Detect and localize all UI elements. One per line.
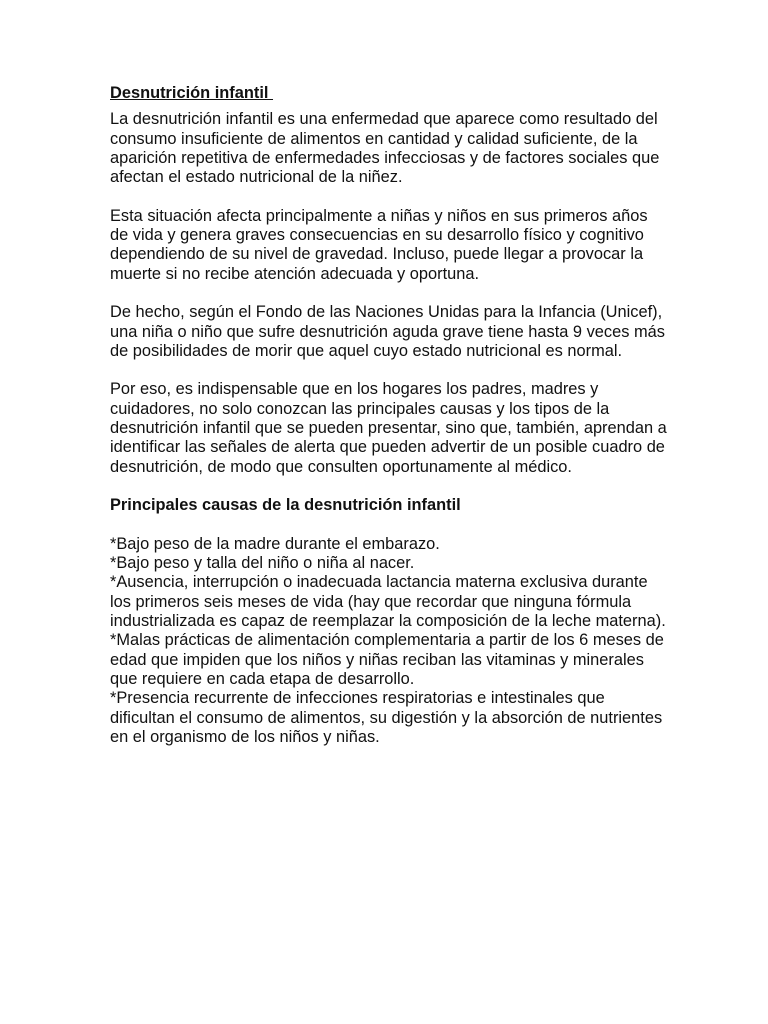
list-item: *Presencia recurrente de infecciones respiratorias e intestinales que dificultan el consumo de alimentos, su digestión y la absorción de nutrientes en el organismo de los niños y niñas. [110, 689, 663, 746]
list-item: *Ausencia, interrupción o inadecuada lactancia materna exclusiva durante los primeros seis meses de vida (hay que recordar que ninguna fórmula industrializada es capaz de reemplazar la composición de la leche materna). [110, 573, 666, 631]
document-page [110, 84, 670, 747]
paragraph-unicef: De hecho, según el Fondo de las Naciones Unidas para la Infancia (Unicef), una niña o niño que sufre desnutrición aguda grave tiene hasta 9 veces más de posibilidades de morir que aquel cuyo estado nutricional es normal. [110, 303, 665, 360]
paragraph-recommendation: Por eso, es indispensable que en los hogares los padres, madres y cuidadores, no solo conozcan las principales causas y los tipos de la desnutrición infantil que se pueden presentar, sino que, también, aprendan a identificar las señales de alerta que pueden advertir de un posible cuadro de desnutrición, de modo que consulten oportunamente al médico. [110, 380, 667, 476]
document-title: Desnutrición infantil [110, 84, 274, 102]
list-item: *Bajo peso y talla del niño o niña al nacer. [110, 554, 415, 573]
causes-list [110, 535, 670, 747]
paragraph-definition: La desnutrición infantil es una enfermedad que aparece como resultado del consumo insuficiente de alimentos en cantidad y calidad suficiente, de la aparición repetitiva de enfermedades infecciosas y de factores sociales que afectan el estado nutricional de la niñez. [110, 110, 660, 187]
section-title-causes: Principales causas de la desnutrición infantil [110, 496, 461, 515]
list-item: *Bajo peso de la madre durante el embarazo. [110, 534, 440, 553]
list-item: *Malas prácticas de alimentación complementaria a partir de los 6 meses de edad que impiden que los niños y niñas reciban las vitaminas y minerales que requiere en cada etapa de desarrollo. [110, 631, 664, 688]
paragraph-consequences: Esta situación afecta principalmente a niñas y niños en sus primeros años de vida y genera graves consecuencias en su desarrollo físico y cognitivo dependiendo de su nivel de gravedad. Incluso, puede llegar a provocar la muerte si no recibe atención adecuada y oportuna. [110, 206, 648, 283]
